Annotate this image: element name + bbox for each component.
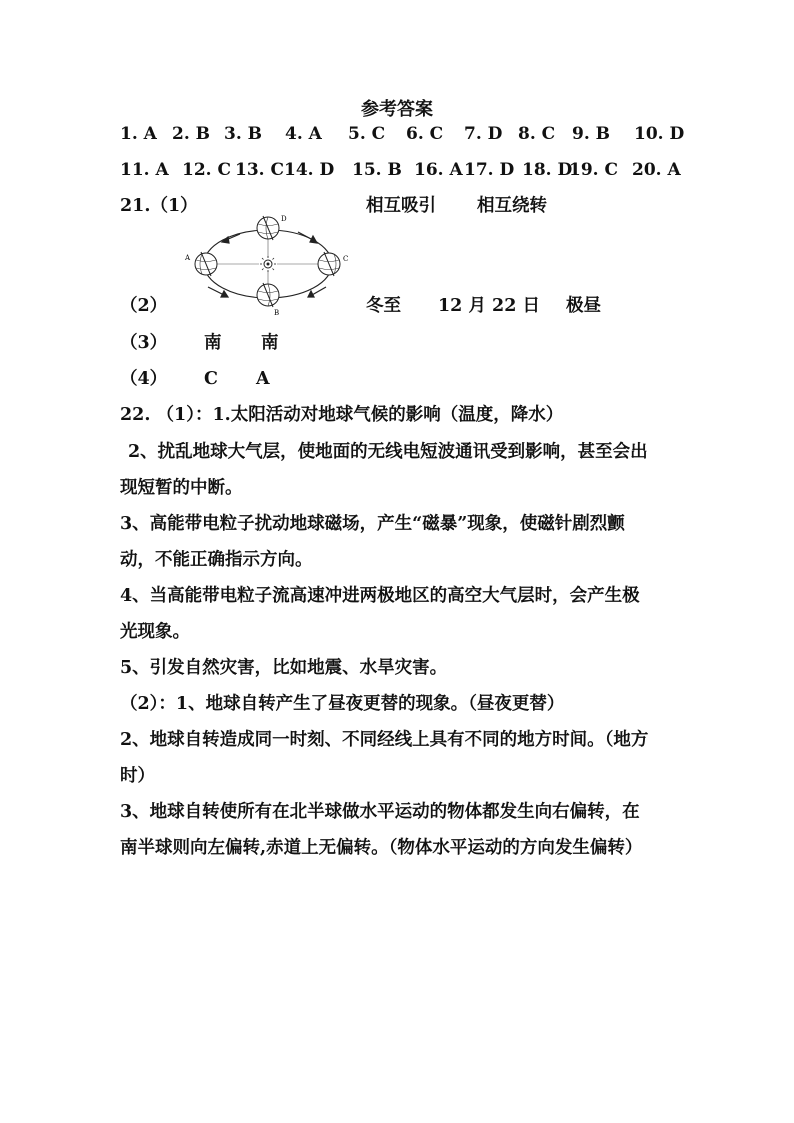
earth-position-c-icon — [318, 252, 340, 276]
answer-19: 19. C — [569, 160, 619, 180]
q22-line-1: 22. （1）：1.太阳活动对地球气候的影响（温度，降水） — [120, 405, 564, 425]
q22-line-2: 2、扰乱地球大气层，使地面的无线电短波通讯受到影响，甚至会出 — [128, 442, 648, 462]
q21-2-answer-a: 冬至 — [366, 296, 401, 316]
answer-15: 15. B — [352, 160, 402, 180]
answer-8: 8. C — [518, 124, 556, 144]
q21-4-label: （4） — [120, 369, 168, 389]
answer-12: 12. C — [182, 160, 232, 180]
q21-4-answer-a: C — [204, 369, 218, 389]
q22-line-11: 时） — [120, 766, 155, 786]
q21-2-answer-c: 极昼 — [566, 296, 601, 316]
answer-7: 7. D — [464, 124, 503, 144]
q21-1-answer-a: 相互吸引 — [366, 196, 436, 216]
q21-3-answer-a: 南 — [204, 333, 222, 353]
q22-line-5: 动，不能正确指示方向。 — [120, 550, 313, 570]
earth-position-a-icon — [195, 252, 217, 276]
answer-3: 3. B — [224, 124, 263, 144]
q22-line-10: 2、地球自转造成同一时刻、不同经线上具有不同的地方时间。（地方 — [120, 730, 649, 750]
q22-line-13: 南半球则向左偏转,赤道上无偏转。（物体水平运动的方向发生偏转） — [120, 838, 643, 858]
answer-9: 9. B — [572, 124, 611, 144]
q21-3-answer-b: 南 — [261, 333, 279, 353]
answer-10: 10. D — [634, 124, 685, 144]
diagram-label-d: D — [281, 215, 287, 223]
q21-2-label: （2） — [120, 296, 168, 316]
answer-20: 20. A — [632, 160, 681, 180]
q22-line-12: 3、地球自转使所有在北半球做水平运动的物体都发生向右偏转，在 — [120, 802, 640, 822]
answer-14: 14. D — [284, 160, 335, 180]
q22-line-6: 4、当高能带电粒子流高速冲进两极地区的高空大气层时，会产生极 — [120, 586, 640, 606]
q21-4-answer-b: A — [256, 369, 270, 389]
answer-11: 11. A — [120, 160, 169, 180]
answer-6: 6. C — [406, 124, 444, 144]
answer-2: 2. B — [172, 124, 211, 144]
sun-icon — [260, 256, 276, 272]
q21-2-answer-b: 12 月 22 日 — [438, 296, 540, 316]
answer-17: 17. D — [464, 160, 515, 180]
q21-1-answer-b: 相互绕转 — [477, 196, 547, 216]
answer-13: 13. C — [235, 160, 285, 180]
q22-line-8: 5、引发自然灾害，比如地震、水旱灾害。 — [120, 658, 448, 678]
answer-5: 5. C — [348, 124, 386, 144]
q22-line-4: 3、高能带电粒子扰动地球磁场，产生“磁暴”现象，使磁针剧烈颤 — [120, 514, 625, 534]
q22-line-9: （2）：1、地球自转产生了昼夜更替的现象。（昼夜更替） — [120, 694, 565, 714]
earth-orbit-diagram — [180, 207, 350, 320]
q21-3-label: （3） — [120, 333, 168, 353]
earth-position-b-icon — [257, 283, 279, 307]
answer-4: 4. A — [285, 124, 322, 144]
earth-position-d-icon — [257, 216, 279, 240]
answer-18: 18. D — [522, 160, 573, 180]
answer-16: 16. A — [414, 160, 463, 180]
q22-line-7: 光现象。 — [120, 622, 190, 642]
diagram-label-b: B — [274, 309, 280, 317]
diagram-label-c: C — [343, 255, 349, 263]
q21-label: 21.（1） — [120, 196, 198, 216]
answer-1: 1. A — [120, 124, 157, 144]
q22-line-3: 现短暂的中断。 — [120, 478, 243, 498]
diagram-label-a: A — [185, 254, 191, 262]
page-title: 参考答案 — [361, 99, 433, 120]
